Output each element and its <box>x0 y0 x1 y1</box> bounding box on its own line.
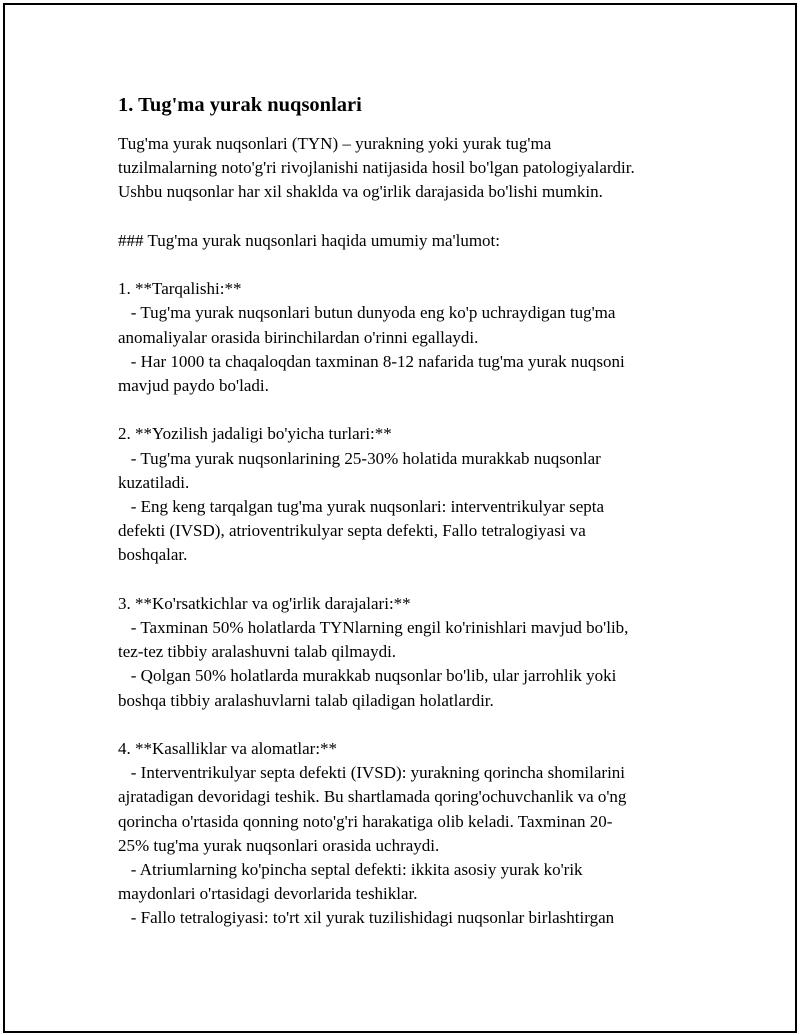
section-line: ajratadigan devoridagi teshik. Bu shartlamada qoring'ochuvchanlik va o'ng <box>118 787 627 807</box>
blank-line <box>118 205 688 229</box>
section-line: kuzatiladi. <box>118 472 190 492</box>
intro-line: Ushbu nuqsonlar har xil shaklda va og'irlik darajasida bo'lishi mumkin. <box>118 182 603 202</box>
section-heading: 2. **Yozilish jadaligi bo'yicha turlari:** <box>118 424 392 444</box>
section-line: tez-tez tibbiy aralashuvni talab qilmaydi. <box>118 642 397 662</box>
document-body <box>118 92 688 931</box>
section-heading: 1. **Tarqalishi:** <box>118 279 242 299</box>
blank-line <box>118 713 688 737</box>
section-line: - Qolgan 50% holatlarda murakkab nuqsonlar bo'lib, ular jarrohlik yoki <box>118 666 617 686</box>
section-line: - Tug'ma yurak nuqsonlari butun dunyoda eng ko'p uchraydigan tug'ma <box>118 303 616 323</box>
section-line: - Fallo tetralogiyasi: to'rt xil yurak tuzilishidagi nuqsonlar birlashtirgan <box>118 908 615 928</box>
section-line: anomaliyalar orasida birinchilardan o'rinni egallaydi. <box>118 327 479 347</box>
intro-paragraph <box>118 132 688 205</box>
section-types <box>118 422 688 567</box>
section-line: - Atriumlarning ko'pincha septal defekti: ikkita asosiy yurak ko'rik <box>118 860 583 880</box>
section-line: - Eng keng tarqalgan tug'ma yurak nuqsonlari: interventrikulyar septa <box>118 497 605 516</box>
section-line: 25% tug'ma yurak nuqsonlari orasida uchraydi. <box>118 835 440 855</box>
section-line: - Har 1000 ta chaqaloqdan taxminan 8-12 nafarida tug'ma yurak nuqsoni <box>118 351 625 371</box>
section-heading: 4. **Kasalliklar va alomatlar:** <box>118 739 338 758</box>
section-severity <box>118 592 688 713</box>
blank-line <box>118 398 688 422</box>
intro-line: Tug'ma yurak nuqsonlari (TYN) – yurakning yoki yurak tug'ma <box>118 134 552 153</box>
intro-line: tuzilmalarning noto'g'ri rivojlanishi natijasida hosil bo'lgan patologiyalardir. <box>118 158 635 178</box>
subheading: ### Tug'ma yurak nuqsonlari haqida umumiy ma'lumot: <box>118 230 500 250</box>
section-line: - Taxminan 50% holatlarda TYNlarning engil ko'rinishlari mavjud bo'lib, <box>118 618 629 637</box>
section-line: - Interventrikulyar septa defekti (IVSD): yurakning qorincha shomilarini <box>118 763 626 783</box>
section-heading: 3. **Ko'rsatkichlar va og'irlik darajalari:** <box>118 593 411 613</box>
section-line: boshqa tibbiy aralashuvlarni talab qiladigan holatlardir. <box>118 690 494 710</box>
section-line: maydonlari o'rtasidagi devorlarida teshiklar. <box>118 884 418 904</box>
section-line: mavjud paydo bo'ladi. <box>118 376 269 395</box>
section-distribution <box>118 277 688 398</box>
section-line: qorincha o'rtasida qonning noto'g'ri harakatiga olib keladi. Taxminan 20- <box>118 811 613 831</box>
blank-line <box>118 568 688 592</box>
section-symptoms <box>118 737 688 931</box>
section-line: - Tug'ma yurak nuqsonlarining 25-30% holatida murakkab nuqsonlar <box>118 448 601 468</box>
page-title: 1. Tug'ma yurak nuqsonlari <box>118 94 362 116</box>
section-line: defekti (IVSD), atrioventrikulyar septa defekti, Fallo tetralogiyasi va <box>118 521 586 541</box>
section-line: boshqalar. <box>118 545 188 565</box>
blank-line <box>118 253 688 277</box>
